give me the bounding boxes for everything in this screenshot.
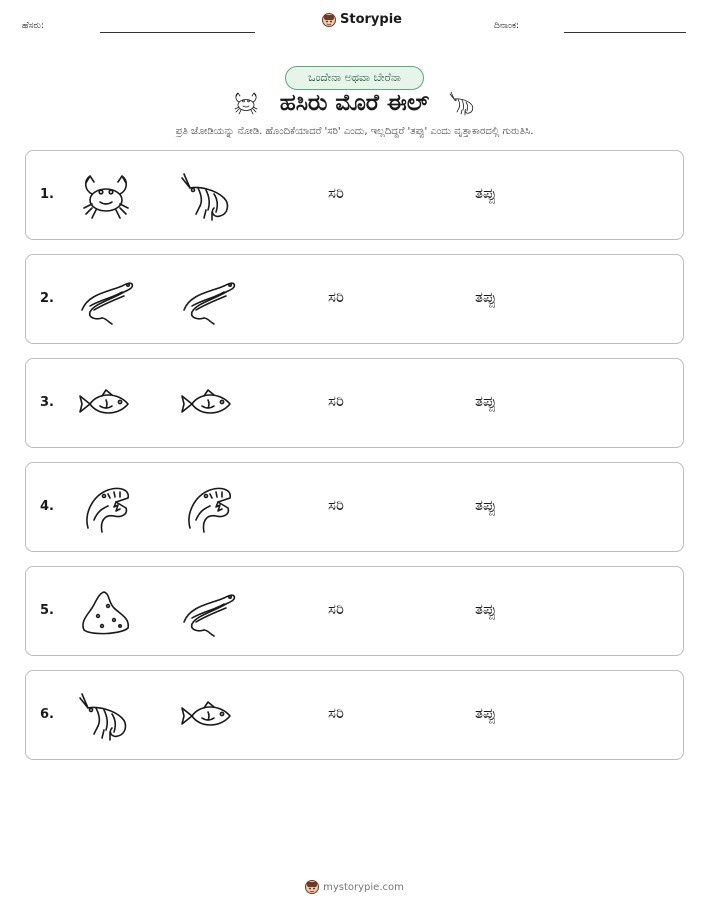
date-label: ದಿನಾಂಕ: <box>494 21 520 31</box>
crab-icon <box>232 89 260 117</box>
option-correct[interactable]: ಸರಿ <box>328 184 344 202</box>
shrimp-icon <box>78 688 134 744</box>
eel-icon <box>180 272 236 328</box>
option-wrong[interactable]: ತಪ್ಪು <box>475 184 497 202</box>
option-wrong[interactable]: ತಪ್ಪು <box>475 600 497 618</box>
question-row-6 <box>25 670 684 760</box>
question-row-2 <box>25 254 684 344</box>
storypie-mascot-icon <box>322 13 336 27</box>
question-number: 5. <box>40 603 54 618</box>
crab-icon <box>78 168 134 224</box>
page-footer <box>0 880 709 894</box>
option-wrong[interactable]: ತಪ್ಪು <box>475 288 497 306</box>
option-wrong[interactable]: ತಪ್ಪು <box>475 496 497 514</box>
question-number: 1. <box>40 187 54 202</box>
question-number: 4. <box>40 499 54 514</box>
page-title: ಹಸಿರು ಮೊರೆ ಈಲ್ <box>279 90 430 116</box>
footer-site[interactable]: mystorypie.com <box>323 881 404 893</box>
fish-icon <box>180 688 236 744</box>
option-correct[interactable]: ಸರಿ <box>328 600 344 618</box>
question-row-5 <box>25 566 684 656</box>
name-line <box>100 32 255 33</box>
question-number: 3. <box>40 395 54 410</box>
instructions: ಪ್ರತಿ ಜೋಡಿಯನ್ನು ನೋಡಿ. ಹೊಂದಿಕೆಯಾದರೆ 'ಸರಿ' ಎಂದು, ಇಲ್ಲದಿದ್ದರೆ 'ತಪ್ಪು' ಎಂದು ವೃತ್ತಾಕಾರದಲ್ಲಿ ಗುರುತಿಸಿ. <box>175 126 534 137</box>
sponge-icon <box>78 584 134 640</box>
date-line <box>564 32 686 33</box>
option-correct[interactable]: ಸರಿ <box>328 496 344 514</box>
option-wrong[interactable]: ತಪ್ಪು <box>475 704 497 722</box>
storypie-mascot-icon <box>305 880 319 894</box>
eel-head-icon <box>78 480 134 536</box>
question-row-4 <box>25 462 684 552</box>
shrimp-icon <box>180 168 236 224</box>
question-number: 2. <box>40 291 54 306</box>
storypie-logo <box>322 12 402 27</box>
fish-icon <box>180 376 236 432</box>
eel-icon <box>180 584 236 640</box>
option-correct[interactable]: ಸರಿ <box>328 392 344 410</box>
option-wrong[interactable]: ತಪ್ಪು <box>475 392 497 410</box>
eel-icon <box>78 272 134 328</box>
shrimp-icon <box>449 89 477 117</box>
option-correct[interactable]: ಸರಿ <box>328 288 344 306</box>
eel-head-icon <box>180 480 236 536</box>
activity-badge: ಒಂದೇನಾ ಅಥವಾ ಬೇರೆನಾ <box>285 66 424 90</box>
page-title-container <box>0 89 709 117</box>
question-row-3 <box>25 358 684 448</box>
brand-name: Storypie <box>340 12 402 27</box>
question-number: 6. <box>40 707 54 722</box>
name-label: ಹೆಸರು: <box>22 21 45 31</box>
question-row-1 <box>25 150 684 240</box>
worksheet-header <box>0 0 709 50</box>
fish-icon <box>78 376 134 432</box>
option-correct[interactable]: ಸರಿ <box>328 704 344 722</box>
